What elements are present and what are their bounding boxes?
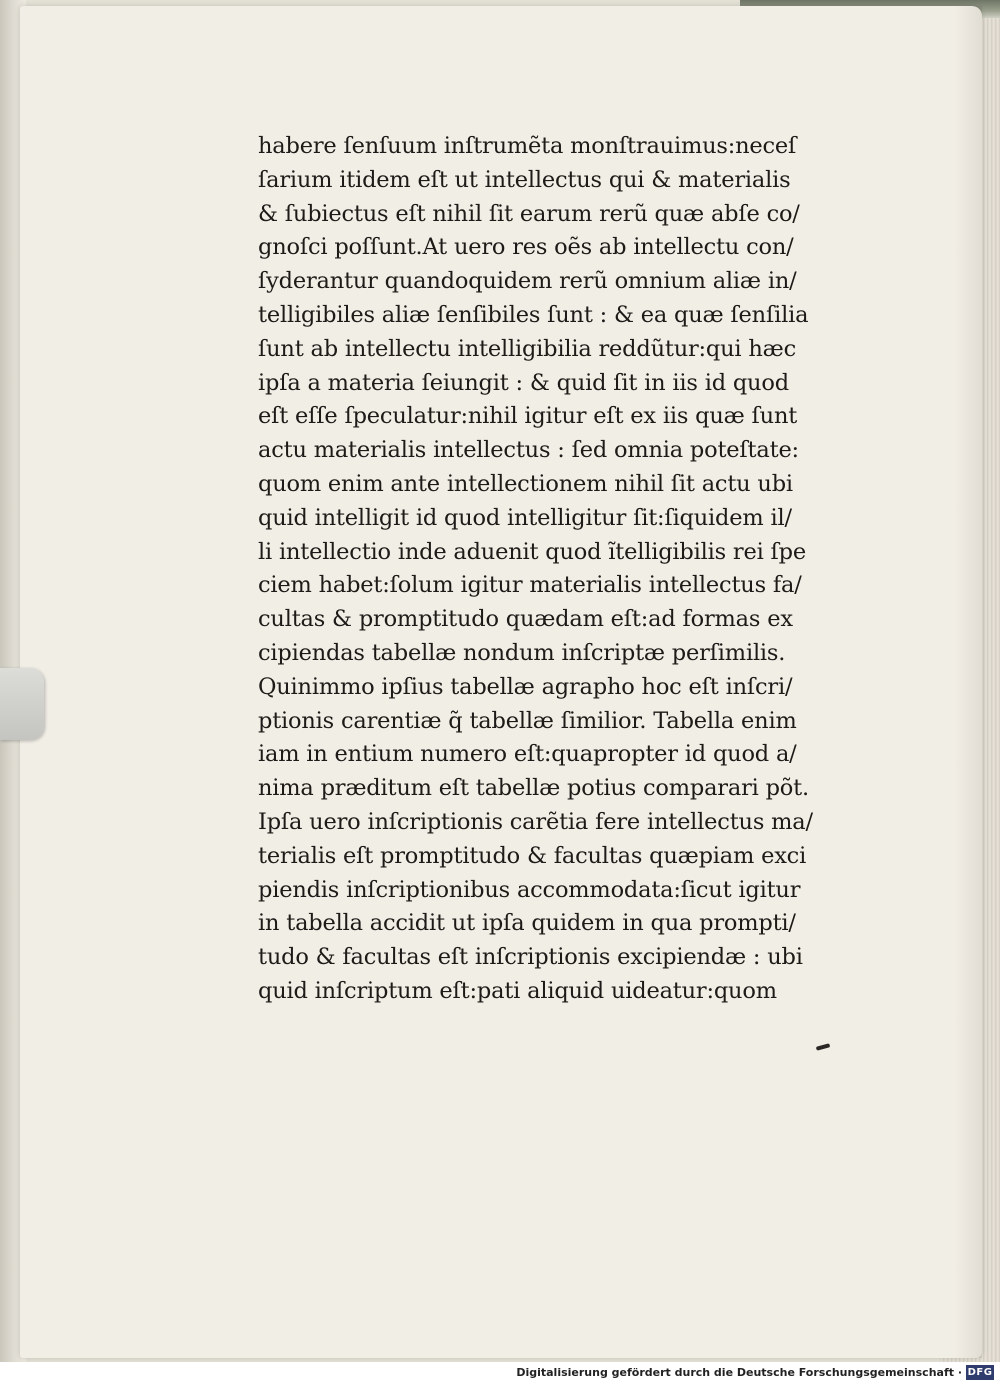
text-line: piendis inſcriptionibus accommodata:ſicut igitur [258, 876, 801, 903]
page-clip [0, 668, 44, 740]
text-line: terialis eſt promptitudo & facultas quæpiam exci [258, 842, 807, 869]
text-line: cipiendas tabellæ nondum inſcriptæ perſimilis. [258, 639, 786, 666]
footer-bar [0, 1362, 1000, 1384]
text-line: ipſa a materia ſeiungit : & quid ſit in iis id quod [258, 369, 789, 396]
text-line: nima præditum eſt tabellæ potius comparari põt. [258, 775, 809, 802]
text-line: habere ſenſuum inſtrumẽta monſtrauimus:neceſ [258, 133, 797, 159]
text-line: Quinimmo ipſius tabellæ agrapho hoc eſt inſcri/ [258, 673, 793, 700]
text-line: iam in entium numero eſt:quapropter id quod a/ [258, 741, 797, 768]
text-line: li intellectio inde aduenit quod ĩtelligibilis rei ſpe [258, 538, 806, 565]
text-line: quom enim ante intellectionem nihil ſit actu ubi [258, 470, 793, 497]
funding-credit: Digitalisierung gefördert durch die Deutsche Forschungsgemeinschaft · [516, 1366, 962, 1379]
text-line: ſarium itidem eſt ut intellectus qui & materialis [258, 166, 791, 193]
dfg-logo-icon: DFG [967, 1367, 993, 1378]
text-line: Ipſa uero inſcriptionis carẽtia fere intellectus ma/ [258, 808, 813, 835]
text-line: & ſubiectus eſt nihil ſit earum rerũ quæ abſe co/ [258, 200, 800, 227]
text-line: eſt eſſe ſpeculatur:nihil igitur eſt ex iis quæ ſunt [258, 403, 798, 430]
text-line: in tabella accidit ut ipſa quidem in qua prompti/ [258, 910, 796, 937]
text-line: ſunt ab intellectu intelligibilia reddũtur:qui hæc [258, 335, 797, 362]
text-line: actu materialis intellectus : ſed omnia poteſtate: [258, 437, 799, 464]
text-line: ciem habet:ſolum igitur materialis intellectus fa/ [258, 572, 802, 599]
text-line: gnoſci poſſunt.At uero res oẽs ab intellectu con/ [258, 234, 794, 261]
text-line: quid intelligit id quod intelligitur ſit:ſiquidem il/ [258, 504, 792, 531]
text-line: ptionis carentiæ q̃ tabellæ ſimilior. Tabella enim [258, 707, 797, 734]
text-line: cultas & promptitudo quædam eſt:ad formas ex [258, 606, 793, 633]
printed-text-block [258, 130, 858, 1009]
page-curl-shadow [954, 6, 982, 1358]
text-line: tudo & facultas eſt inſcriptionis excipiendæ : ubi [258, 944, 803, 971]
text-line: telligibiles aliæ ſenſibiles ſunt : & ea quæ ſenſilia [258, 301, 809, 328]
text-line: quid inſcriptum eſt:pati aliquid uideatur:quom [258, 977, 777, 1004]
text-line: ſyderantur quandoquidem rerũ omnium aliæ in/ [258, 268, 797, 295]
